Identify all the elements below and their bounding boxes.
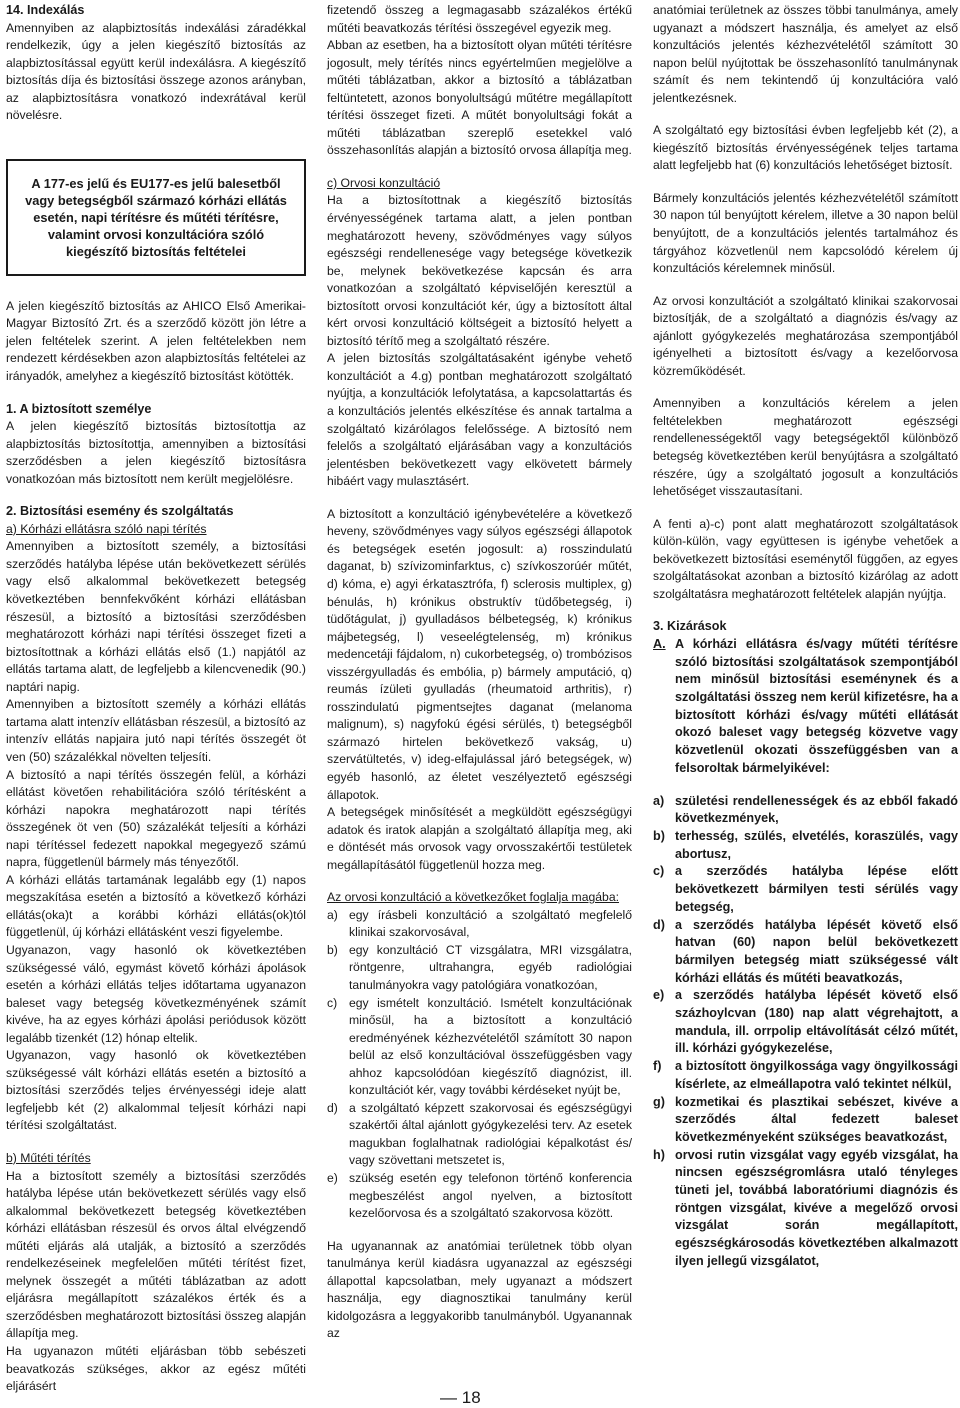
paragraph: Az orvosi konzultációt a szolgáltató klinikai szakorvosai biztosítják, de a szolgáltató a diagnózis és/vagy az ajánlott gyógykezelés meghatározása szempontjából igényelheti a biztosított és/vagy a kezelőorvosa közreműködését. xyxy=(653,293,958,378)
list-text: A kórházi ellátásra és/vagy műtéti térítésre szóló biztosítási szolgáltatások szempontjából nem minősül biztosítási eseménynek és a szolgáltatási összeg nem kerül kifizetésre, ha a biztosított kórházi és/vagy műtéti ellátását okozó baleset vagy betegség közvetve vagy közvetlenül okozati összefüggésben van a felsoroltak bármelyikével: xyxy=(675,636,958,775)
paragraph: A kórházi ellátás tartamának legalább egy (1) napos megszakítása esetén a biztosító a következő kórházi ellátás(oka)t a korábbi kórházi ellátás(ok)tól függetlenül, új kórházi ellátásként veszi figyelembe. xyxy=(6,872,306,940)
list-text: a szerződés hatályba lépését követő első hatvan (60) napon belül bekövetkezett bármilyen betegség miatt szükségessé vált kórházi ellátás és műtéti beavatkozás, xyxy=(675,917,958,985)
paragraph: A fenti a)-c) pont alatt meghatározott szolgáltatások külön-külön, vagy együttesen is igénybe vehetőek a bekövetkezett biztosítási eseménytől függően, az egyes szolgáltatásokat azonban a biztosító kizárólag az adott szolgáltatásra meghatározott feltételek alapján nyújtja. xyxy=(653,516,958,601)
title-box: A 177-es jelű és EU177-es jelű balesetből vagy betegségből származó kórházi ellátás esetén, napi térítésre és műtéti térítésre, valamint orvosi konzultációra szóló kiegészítő biztosítás feltételei xyxy=(6,159,306,276)
list-marker: c) xyxy=(653,864,665,879)
list-marker: a) xyxy=(327,907,338,922)
exclusion-a-block xyxy=(653,636,958,778)
exclusion-item xyxy=(653,793,958,828)
list-text: születési rendellenességek és az ebből fakadó következmények, xyxy=(675,793,958,826)
list-marker: d) xyxy=(327,1100,338,1115)
list-marker: a) xyxy=(653,793,665,808)
list-item xyxy=(327,942,632,995)
paragraph: A biztosított a konzultáció igénybevételére a következő heveny, szövődményes vagy súlyos egészségi állapotok és betegségek esetén jogosult: a) rosszindulatú daganat, b) szívizominfarktus, c) szívkoszorúér műtét, d) kóma, e) agyi érkatasztrófa, f) sclerosis multiplex, g) bénulás, h) krónikus obstruktív tüdőbetegség, i) tüdőtágulat, j) gyulladásos bélbetegség, k) krónikus májbetegség, l) veseelégtelenség, m) krónikus medencetáji fájdalom, n) cukorbetegség, o) trombózisos visszérgyulladás és embólia, p) bármely amputáció, q) reumás ízületi gyulladás (rheumatoid arthritis), r) rosszindulatú pigmentsejtes daganat (melanoma malignum), s) nagyfokú égési sérülés, t) betegségből származó hirtelen bekövetkező vakság, u) szervátültetés, v) ideg-elfajulással járó betegségek, w) egyéb hasonló, az életet veszélyeztető egészségi állapotok. xyxy=(327,506,632,802)
list-marker: h) xyxy=(653,1147,665,1162)
paragraph: Amennyiben a biztosított személy a kórházi ellátás tartama alatt intenzív ellátásban részesül, a biztosító az intenzív ellátás napjaira jutó napi térítés összegét öt ven (50) százalékkal növelten teljesíti. xyxy=(6,697,306,764)
paragraph: fizetendő összeg a legmagasabb százalékos értékű műtéti beavatkozás térítési összegével egyezik meg. xyxy=(327,3,632,35)
paragraph: Amennyiben a konzultációs kérelem a jelen feltételekben meghatározott egészségi rendellenességektől vagy betegségektől különböző betegség következtében kerül benyújtásra a szolgáltató részére, úgy a szolgáltató jogosult a konzultációs lehetőséget visszautasítani. xyxy=(653,396,958,499)
list-marker: g) xyxy=(653,1094,665,1109)
list-text: a szerződés hatályba lépését követő első százhoylcvan (180) nap alatt végrehajtott, a mandula, ill. orrpolip eltávolítását célzó műtét, ill. kórházi gyógykezelése, xyxy=(675,988,958,1056)
paragraph: Abban az esetben, ha a biztosított olyan műtéti térítésre jogosult, mely térítés nincs egyértelműen megjelölve a műtéti táblázatban, akkor a biztosító a táblázatban feltüntetett, azonos bonyolultságú műtétre megállapított térítési összeget fizeti. A műtét bonyolultsági fokát a műtéti táblázatban szereplő esetekkel való összehasonlítás alapján a biztosító orvosa állapítja meg. xyxy=(327,38,632,158)
paragraph: A jelen kiegészítő biztosítás az AHICO Első Amerikai-Magyar Biztosító Zrt. és a szerződő között jön létre a jelen feltételek szerint. A jelen feltételekben nem rendezett kérdésekben azon alapbiztosítás feltételei az irányadók, amelyhez a kiegészítő biztosítást kötötték. xyxy=(6,298,306,384)
exclusion-item xyxy=(653,828,958,863)
paragraph: A betegségek minősítését a megküldött egészségügyi adatok és iratok alapján a szolgáltató állapítja meg, aki e döntését más orvosok vagy orvosszakértői testületek megállapításától függetlenül hozza meg. xyxy=(327,805,632,872)
list-text: egy ismételt konzultáció. Ismételt konzultációnak minősül, ha a biztosított a konzultáció eredményének kézhezvételétől számított 30 napon belül az első konzultációval összefüggésben vagy ahhoz kapcsolódóan kiegészítő diagnózist, ill. konzultációt kér, vagy további kérdéseket nyújt be, xyxy=(349,995,632,1098)
list-text: terhesség, szülés, elvetélés, koraszülés, vagy abortusz, xyxy=(675,828,958,861)
section-heading-kizarasok: 3. Kizárások xyxy=(653,619,727,634)
paragraph: Amennyiben a biztosított személy, a biztosítási szerződés hatályba lépése után bekövetkezett sérülés vagy első alkalommal bekövetkezett betegség következtében bennfekvőként kórházi ellátásban részesül, a biztosító a biztosítási szerződésben meghatározott kórházi napi térítési összeget fizeti a biztosítottnak a kórházi ellátás első (1.) napjától az ellátás tartama alatt, de legfeljebb a kilencvenedik (90.) naptári napig. xyxy=(6,539,306,694)
column-right xyxy=(653,2,958,1271)
column-left xyxy=(6,2,306,1396)
exclusion-item xyxy=(653,1147,958,1271)
list-item xyxy=(327,1170,632,1223)
exclusion-item xyxy=(653,863,958,916)
list-text: orvosi rutin vizsgálat vagy egyéb vizsgálat, ha nincsen egészségromlásra utaló tényleges tüneti jel, továbbá laboratóriumi diagnózis és röntgen vizsgálat, kivéve a megelőző orvosi vizsgálat során megállapított, egészségkárosodás következtében alkalmazott ilyen jellegű vizsgálatot, xyxy=(675,1147,958,1268)
page-number: — 18 xyxy=(440,1388,481,1407)
list-marker: e) xyxy=(653,988,665,1003)
list-marker: b) xyxy=(653,828,665,843)
paragraph: Amennyiben az alapbiztosítás indexálási záradékkal rendelkezik, úgy a jelen kiegészítő biztosítás az alapbiztosítással együtt kerül indexálásra. A kiegészítő biztosítás díja és biztosítási összege azonos arányban, az alapbiztosításra vonatkozó indexrátával kerül növelésre. xyxy=(6,20,306,123)
section-heading-indexalas: 14. Indexálás xyxy=(6,3,85,17)
paragraph: Ha a biztosított személy a biztosítási szerződés hatályba lépése után bekövetkezett sérülés vagy első alkalommal bekövetkezett betegség következtében kórházi ellátásban részesül és orvos által elvégzendő műtéti eljárás alá utalják, a biztosító a szerződés rendelkezéseinek megfelelően műtéti térítést fizet, melynek összegét a műtéti táblázatban az adott eljárásra megállapított százalékos érték és a szerződésben meghatározott biztosítási összeg alapján állapítja meg. xyxy=(6,1168,306,1341)
subheading-orvosi-konzultacio: c) Orvosi konzultáció xyxy=(327,175,441,190)
section-heading-biztositott: 1. A biztosított személye xyxy=(6,401,152,416)
subheading-napi-terites: a) Kórházi ellátásra szóló napi térítés xyxy=(6,521,207,536)
list-text: egy írásbeli konzultáció a szolgáltató megfelelő klinikai szakorvosával, xyxy=(349,907,632,940)
list-text: egy konzultáció CT vizsgálatra, MRI vizsgálatra, röntgenre, ultrahangra, egyéb radiológiai tanulmányokra vagy patológiára vonatkozóan, xyxy=(349,942,632,992)
exclusion-item xyxy=(653,917,958,988)
section-heading-esemeny: 2. Biztosítási esemény és szolgáltatás xyxy=(6,504,234,519)
exclusion-item xyxy=(653,1094,958,1147)
paragraph: Bármely konzultációs jelentés kézhezvételétől számított 30 napon túl benyújtott kérelem, illetve a 30 napon belül benyújtott, de a konzultációs jelentés tartalmához és tárgyához közvetlenül nem kapcsolódó kérelem új konzultációs kérelemnek minősül. xyxy=(653,190,958,276)
list-text: kozmetikai és plasztikai sebészet, kivéve a szerződés által fedezett baleset következményeként szükséges beavatkozást, xyxy=(675,1094,958,1144)
list-text: a szerződés hatályba lépése előtt bekövetkezett bármilyen testi sérülés vagy betegség, xyxy=(675,864,958,914)
subheading-konzultacio-tartalma: Az orvosi konzultáció a következőket foglalja magába: xyxy=(327,890,619,905)
list-marker: f) xyxy=(653,1059,662,1074)
exclusion-item xyxy=(653,987,958,1058)
list-marker: d) xyxy=(653,917,665,932)
list-marker: c) xyxy=(327,995,338,1010)
list-text: a biztosított öngyilkossága vagy öngyilkossági kísérlete, az elmeállapotra való tekintet nélkül, xyxy=(675,1059,958,1091)
paragraph: Ha a biztosítottnak a kiegészítő biztosítás érvényességének tartama alatt, a jelen pontban meghatározott heveny, szövődményes vagy súlyos egészségi rendellenesége vagy betegsége következik be, melynek bekövetkezése kapcsán és arra vonatkozóan a szolgáltató képviselőjén keresztül a biztosított orvosi konzultációt kér, úgy a biztosított által kért orvosi konzultáció költségeit a biztosító helyett a biztosító térítő meg a szolgáltató részére. xyxy=(327,193,632,348)
exclusion-item xyxy=(653,1058,958,1093)
list-marker: b) xyxy=(327,942,338,957)
subheading-mutet-terites: b) Műtéti térítés xyxy=(6,1150,91,1165)
paragraph: Ha ugyanazon műtéti eljárásban több sebészeti beavatkozás szükséges, akkor az egész műtéti eljárásért xyxy=(6,1344,306,1394)
page-number-value: 18 xyxy=(461,1388,481,1407)
paragraph: A biztosító a napi térítés összegén felül, a kórházi ellátást követően rehabilitációra szóló térítésként a kórházi napokra meghatározott napi térítés összegének öt ven (50) százalékát teljesíti a kórházi napi térítéssel fedezett napokkal megegyező számú napra, függetlenül bármely más tényezőtől. xyxy=(6,767,306,870)
list-item xyxy=(327,995,632,1100)
paragraph: A jelen biztosítás szolgáltatásaként igénybe vehető konzultációt a 4.g) pontban meghatározott szolgáltató nyújtja, a konzultációk lefolytatása, a kapcsolattartás és a konzultációs jelentés elkészítése és annak tartalma a szolgáltató kizárólagos felelőssége. A biztosító nem felelős a szolgáltató eljárásában vagy a konzultációs jelentésben bekövetkezett vagy elkövetett bármely hibáért vagy mulasztásért. xyxy=(327,351,632,489)
list-item xyxy=(327,1100,632,1170)
list-marker: A. xyxy=(653,636,666,651)
column-middle xyxy=(327,2,632,1343)
list-item xyxy=(327,907,632,942)
list-text: a szolgáltató képzett szakorvosai és egészségügyi szakértői által ajánlott gyógykezelési terv. Az esetek magukban foglalhatnak radiológiai képalkotást és/ vagy szövettani metszetet is, xyxy=(349,1100,632,1168)
paragraph: Ugyanazon, vagy hasonló ok következtében szükségessé váló, egymást követő kórházi ápolások esetén a kórházi ellátás teljes időtartama ugyanazon baleset vagy betegség következményének számít kivéve, ha az egyes kórházi ápolási periódusok között legalább tizenkét (12) hónap eltelik. xyxy=(6,942,306,1045)
list-text: szükség esetén egy telefonon történő konferencia megbeszélést angol nyelven, a biztosított kezelőorvosa és a szolgáltató szakorvosa között. xyxy=(349,1171,632,1221)
paragraph: Ha ugyanannak az anatómiai területnek több olyan tanulmánya kerül kiadásra ugyanazzal az egészségi állapottal kapcsolatban, mely ugyanazt a módszert használja, egy diagnosztikai tanulmány kerül kidolgozásra a leggyakoribb tanulmányból. Ugyanannak az xyxy=(327,1238,632,1341)
paragraph: A szolgáltató egy biztosítási évben legfeljebb két (2), a kiegészítő biztosítás érvényességének teljes tartama alatt legfeljebb hat (6) konzultációs lehetőséget biztosít. xyxy=(653,123,958,173)
paragraph: Ugyanazon, vagy hasonló ok következtében szükségessé vált kórházi ellátás esetén a biztosító a biztosítási szerződés teljes érvényességi ideje alatt legfeljebb két (2) alkalommal teljesít kórházi napi térítési szolgáltatást. xyxy=(6,1048,306,1133)
paragraph: A jelen kiegészítő biztosítás biztosítottja az alapbiztosítás biztosítottja, amennyiben a biztosítási szerződésben a jelen kiegészítő biztosításra vonatkozóan más biztosított nem került megjelölésre. xyxy=(6,419,306,486)
paragraph: anatómiai területnek az összes többi tanulmánya, amely ugyanazt a módszert használja, és amelyet az első konzultációs jelentés kézhezvételétől számított 30 napon belül nyújtottak be összehasonlító tanulmánynak számít és nem tekintendő új konzultációra való jelentkezésnek. xyxy=(653,3,958,105)
list-marker: e) xyxy=(327,1171,338,1185)
